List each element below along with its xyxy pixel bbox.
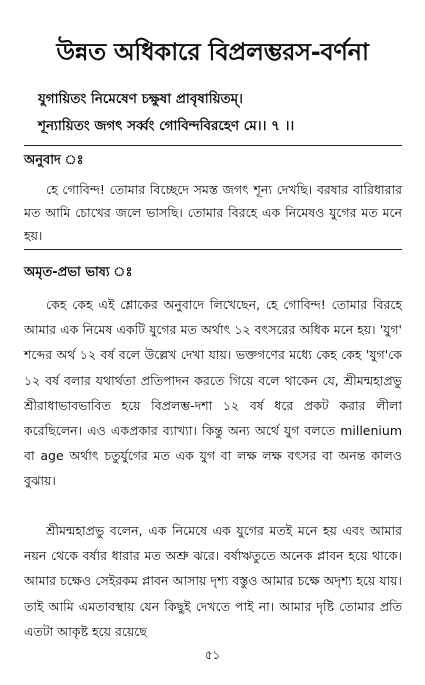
commentary-heading: অমৃত-প্রভা ভাষ্য ঃ: [24, 265, 133, 280]
page-title: উন্নত অধিকারে বিপ্রলম্ভরস-বর্ণনা: [56, 38, 369, 66]
section-divider-bottom: [24, 249, 402, 250]
section-divider-top: [24, 145, 402, 146]
verse-line-1: যুগায়িতং নিমেষেণ চক্ষুষা প্রাবৃষায়িতম্।: [38, 91, 243, 107]
commentary-paragraph-1: কেহ কেহ এই শ্লোকের অনুবাদে লিখেছেন, হে গোবিন্দ! তোমার বিরহে আমার এক নিমেষ একটি যুগের মত অর্থাৎ ১২ বৎসরের অধিক মনে হয়। 'যুগ' শব্দের অর্থ ১২ বর্ষ বলে উল্লেখ দেখা যায়। ভক্তগণের মধ্যে কেহ কেহ 'যুগ'কে ১২ বর্ষ বলার যথার্থতা প্রতিপাদন করতে গিয়ে বলে থাকেন যে, শ্রীমন্মহাপ্রভু শ্রীরাধাভাবভাবিত হয়ে বিপ্রলম্ভ-দশা ১২ বর্ষ ধরে প্রকট করার লীলা করেছিলেন। এও একপ্রকার ব্যাখ্যা। কিন্তু অন্য অর্থে যুগ বলতে millenium বা age অর্থাৎ চতুর্যুগের মত এক যুগ বা লক্ষ লক্ষ বৎসর বা অনন্ত কালও বুঝায়।: [24, 297, 402, 489]
translation-text: হে গোবিন্দ! তোমার বিচ্ছেদে সমস্ত জগৎ শূন্য দেখছি। বরষার বারিধারার মত আমি চোখের জলে ভাসছি। তোমার বিরহে এক নিমেষও যুগের মত মনে হয়।: [24, 182, 402, 243]
commentary-paragraph-2: শ্রীমন্মহাপ্রভু বলেন, এক নিমেষে এক যুগের মতই মনে হয় এবং আমার নয়ন থেকে বর্ষার ধারার মত অশ্রু ঝরে। বর্ষাঋতুতে অনেক প্লাবন হয়ে থাকে। আমার চক্ষেও সেইরকম প্লাবন আসায় দৃশ্য বস্তুও আমার চক্ষে অদৃশ্য হয়ে যায়। তাই আমি এমতাবস্থায় যেন কিছুই দেখতে পাই না। আমার দৃষ্টি তোমার প্রতি এতটা আকৃষ্ট হয়ে রয়েছে: [24, 523, 402, 639]
verse-line-2: শূন্যায়িতং জগৎ সর্ব্বং গোবিন্দবিরহেণ মে।। ৭ ।।: [38, 118, 295, 134]
sanskrit-verse: [38, 86, 294, 140]
translation-heading: অনুবাদ ঃ: [24, 153, 84, 168]
page-number: ৫১: [204, 648, 221, 662]
